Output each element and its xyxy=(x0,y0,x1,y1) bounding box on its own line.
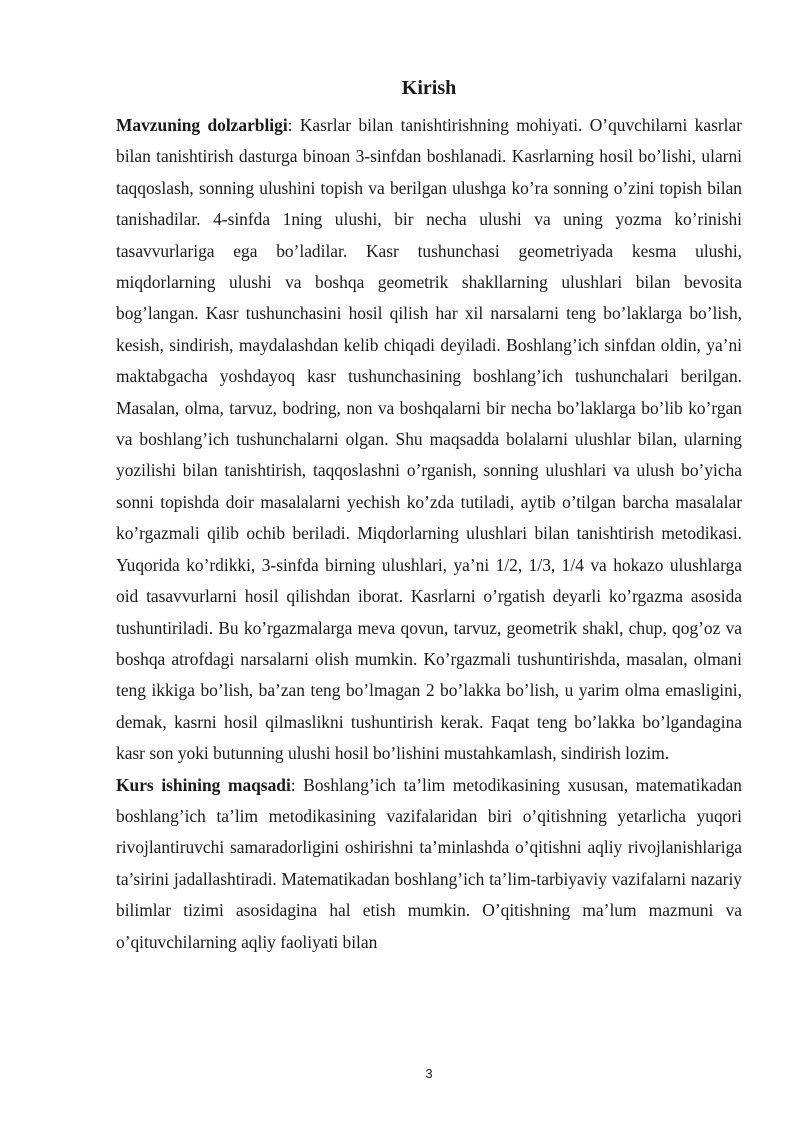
lead-separator: : xyxy=(290,774,304,795)
body-text xyxy=(116,110,742,958)
paragraph-relevance xyxy=(116,110,742,770)
paragraph-text-relevance: Kasrlar bilan tanishtirishning mohiyati. O’quvchilarni kasrlar bilan tanishtirish dasturga binoan 3-sinfdan boshlanadi. Kasrlarning hosil bo’lishi, ularni taqqoslash, sonning ulushini topish va berilgan ulushga ko’ra sonning o’zini topish bilan tanishadilar. 4-sinfda 1ning ulushi, bir necha ulushi va uning yozma ko’rinishi tasavvurlariga ega bo’ladilar. Kasr tushunchasi geometriyada kesma ulushi, miqdorlarning ulushi va boshqa geometrik shakllarning ulushlari bilan bevosita bog’langan. Kasr tushunchasini hosil qilish har xil narsalarni teng bo’laklarga bo’lish, kesish, sindirish, maydalashdan kelib chiqadi deyiladi. Boshlang’ich sinfdan oldin, ya’ni maktabgacha yoshdayoq kasr tushunchasining boshlang’ich tushunchalari berilgan. Masalan, olma, tarvuz, bodring, non va boshqalarni bir necha bo’laklarga bo’lib ko’rgan va boshlang’ich tushunchalarni olgan. Shu maqsadda bolalarni ulushlar bilan, ularning yozilishi bilan tanishtirish, taqqoslashni o’rganish, sonning ulushlari va ulush bo’yicha sonni topishda doir masalalarni yechish ko’zda tutiladi, aytib o’tilgan barcha masalalar ko’rgazmali qilib ochib beriladi. Miqdorlarning ulushlari bilan tanishtirish metodikasi. Yuqorida ko’rdikki, 3-sinfda birning ulushlari, ya’ni 1/2, 1/3, 1/4 va hokazo ulushlarga oid tasavvurlarni hosil qilishdan iborat. Kasrlarni o’rgatish deyarli ko’rgazma asosida tushuntiriladi. Bu ko’rgazmalarga meva qovun, tarvuz, geometrik shakl, chup, qog’oz va boshqa atrofdagi narsalarni olish mumkin. Ko’rgazmali tushuntirishda, masalan, olmani teng ikkiga bo’lish, ba’zan teng bo’lmagan 2 bo’lakka bo’lish, u yarim olma emasligini, demak, kasrni hosil qilmaslikni tushuntirish kerak. Faqat teng bo’lakka bo’lgandagina kasr son yoki butunning ulushi hosil bo’lishini mustahkamlash, sindirish lozim. xyxy=(116,115,743,764)
paragraph-goal xyxy=(116,770,742,958)
page-number: 3 xyxy=(425,1066,433,1081)
paragraph-lead-relevance: Mavzuning dolzarbligi xyxy=(116,115,288,135)
paragraph-text-goal: Boshlang’ich ta’lim metodikasining xususan, matematikadan boshlang’ich ta’lim metodikasining vazifalaridan biri o’qitishning yetarlicha yuqori rivojlantiruvchi samaradorligini oshirishni ta’minlashda o’qitishni aqliy rivojlanishlariga ta’sirini jadallashtiradi. Matematikadan boshlang’ich ta’lim-tarbiyaviy vazifalarni nazariy bilimlar tizimi asosidagina hal etish mumkin. O’qitishning ma’lum mazmuni va o’qituvchilarning aqliy faoliyati bilan xyxy=(116,774,742,952)
page-title: Kirish xyxy=(401,77,457,99)
paragraph-lead-goal: Kurs ishining maqsadi xyxy=(116,774,291,795)
lead-separator: : xyxy=(287,115,300,135)
